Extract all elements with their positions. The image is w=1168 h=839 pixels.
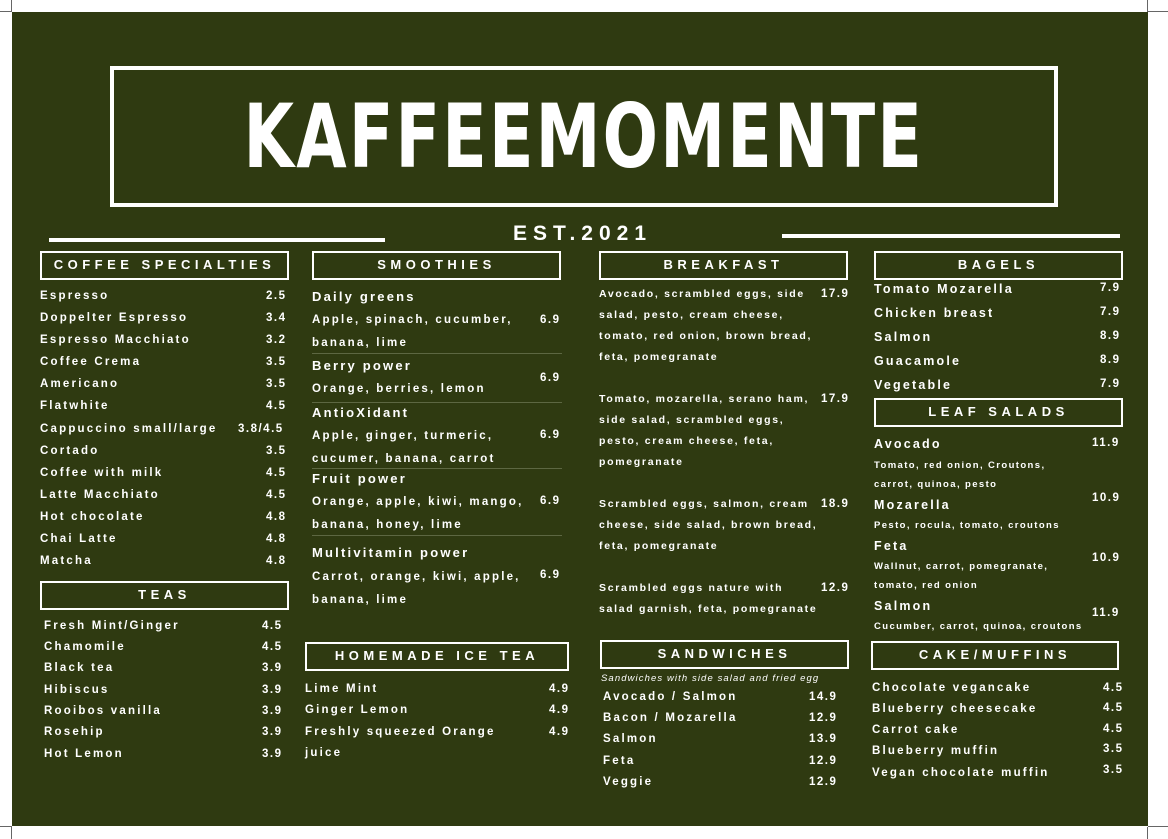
smoothie-name: Fruit power bbox=[312, 471, 407, 486]
smoothie-name: Multivitamin power bbox=[312, 545, 470, 560]
tea-price: 3.9 bbox=[262, 726, 283, 738]
tea-item: Hot Lemon bbox=[44, 748, 124, 760]
divider-right bbox=[782, 234, 1120, 238]
coffee-price: 3.2 bbox=[266, 334, 287, 346]
smoothies-heading: SMOOTHIES bbox=[312, 251, 561, 280]
tea-price: 4.5 bbox=[262, 620, 283, 632]
coffee-item: Hot chocolate bbox=[40, 511, 145, 523]
crop-mark bbox=[1148, 11, 1168, 12]
title-frame bbox=[110, 66, 1058, 207]
bagel-price: 7.9 bbox=[1100, 378, 1121, 390]
icetea-heading: HOMEMADE ICE TEA bbox=[305, 642, 569, 671]
coffee-price: 4.5 bbox=[266, 489, 287, 501]
tea-item: Rosehip bbox=[44, 726, 105, 738]
icetea-item: Freshly squeezed Orange bbox=[305, 726, 496, 738]
smoothie-desc: banana, honey, lime bbox=[312, 519, 463, 531]
breakfast-price: 17.9 bbox=[821, 288, 850, 300]
coffee-heading: COFFEE SPECIALTIES bbox=[40, 251, 289, 280]
coffee-price: 4.5 bbox=[266, 467, 287, 479]
tea-price: 4.5 bbox=[262, 641, 283, 653]
coffee-item: Americano bbox=[40, 378, 120, 390]
tea-price: 3.9 bbox=[262, 705, 283, 717]
salad-price: 10.9 bbox=[1092, 552, 1121, 564]
sandwich-item: Feta bbox=[603, 755, 636, 767]
bagel-price: 7.9 bbox=[1100, 282, 1121, 294]
crop-mark bbox=[1148, 826, 1168, 827]
page-title: KAFFEEMOMENTE bbox=[243, 85, 925, 188]
salad-desc: tomato, red onion bbox=[874, 580, 979, 591]
salads-heading: LEAF SALADS bbox=[874, 398, 1123, 427]
breakfast-desc: cheese, side salad, brown bread, bbox=[599, 519, 818, 531]
bagel-item: Guacamole bbox=[874, 354, 962, 368]
smoothie-desc: Orange, apple, kiwi, mango, bbox=[312, 496, 524, 508]
crop-mark bbox=[1147, 0, 1148, 12]
cake-price: 3.5 bbox=[1103, 743, 1124, 755]
salad-price: 11.9 bbox=[1092, 437, 1120, 449]
smoothie-desc: Apple, ginger, turmeric, bbox=[312, 430, 494, 442]
coffee-price: 3.8/4.5 bbox=[238, 423, 284, 435]
breakfast-price: 17.9 bbox=[821, 393, 850, 405]
coffee-price: 4.8 bbox=[266, 533, 287, 545]
breakfast-price: 12.9 bbox=[821, 582, 850, 594]
coffee-item: Cortado bbox=[40, 445, 100, 457]
tea-item: Fresh Mint/Ginger bbox=[44, 620, 180, 632]
salad-desc: Pesto, rocula, tomato, croutons bbox=[874, 520, 1060, 531]
tea-item: Black tea bbox=[44, 662, 115, 674]
smoothie-name: Berry power bbox=[312, 358, 413, 373]
breakfast-desc: side salad, scrambled eggs, bbox=[599, 414, 785, 426]
icetea-price: 4.9 bbox=[549, 726, 570, 738]
tea-price: 3.9 bbox=[262, 662, 283, 674]
salad-desc: carrot, quinoa, pesto bbox=[874, 479, 998, 490]
bagel-item: Chicken breast bbox=[874, 306, 995, 320]
smoothie-price: 6.9 bbox=[540, 429, 561, 441]
cake-price: 3.5 bbox=[1103, 764, 1124, 776]
tea-item: Rooibos vanilla bbox=[44, 705, 162, 717]
tea-price: 3.9 bbox=[262, 748, 283, 760]
coffee-price: 3.5 bbox=[266, 445, 287, 457]
salad-price: 10.9 bbox=[1092, 492, 1121, 504]
coffee-price: 3.5 bbox=[266, 356, 287, 368]
divider-left bbox=[49, 238, 385, 242]
smoothie-name: Daily greens bbox=[312, 289, 416, 304]
coffee-item: Flatwhite bbox=[40, 400, 110, 412]
salad-desc: Wallnut, carrot, pomegranate, bbox=[874, 561, 1049, 572]
breakfast-price: 18.9 bbox=[821, 498, 850, 510]
coffee-price: 3.5 bbox=[266, 378, 287, 390]
sandwich-price: 12.9 bbox=[809, 712, 838, 724]
smoothie-divider bbox=[312, 353, 562, 354]
salad-name: Avocado bbox=[874, 437, 942, 451]
cake-item: Chocolate vegancake bbox=[872, 682, 1032, 694]
sandwich-item: Salmon bbox=[603, 733, 658, 745]
bagel-price: 8.9 bbox=[1100, 354, 1121, 366]
cake-item: Blueberry cheesecake bbox=[872, 703, 1038, 715]
crop-mark bbox=[1147, 827, 1148, 839]
bagel-item: Salmon bbox=[874, 330, 933, 344]
bagel-price: 7.9 bbox=[1100, 306, 1121, 318]
smoothie-divider bbox=[312, 535, 562, 536]
smoothie-price: 6.9 bbox=[540, 314, 561, 326]
coffee-item: Chai Latte bbox=[40, 533, 118, 545]
smoothie-price: 6.9 bbox=[540, 569, 561, 581]
smoothie-desc: banana, lime bbox=[312, 594, 409, 606]
breakfast-desc: tomato, red onion, brown bread, bbox=[599, 330, 813, 342]
breakfast-desc: salad, pesto, cream cheese, bbox=[599, 309, 784, 321]
coffee-item: Matcha bbox=[40, 555, 93, 567]
breakfast-desc: Tomato, mozarella, serano ham, bbox=[599, 393, 810, 405]
bagel-price: 8.9 bbox=[1100, 330, 1121, 342]
smoothie-desc: cucumer, banana, carrot bbox=[312, 453, 496, 465]
tea-price: 3.9 bbox=[262, 684, 283, 696]
smoothie-divider bbox=[312, 402, 562, 403]
sandwich-price: 12.9 bbox=[809, 755, 838, 767]
crop-mark bbox=[11, 827, 12, 839]
salad-price: 11.9 bbox=[1092, 607, 1120, 619]
icetea-item: juice bbox=[305, 747, 343, 759]
sandwiches-heading: SANDWICHES bbox=[600, 640, 849, 669]
breakfast-desc: Scrambled eggs nature with bbox=[599, 582, 784, 594]
icetea-price: 4.9 bbox=[549, 683, 570, 695]
coffee-price: 4.8 bbox=[266, 511, 287, 523]
breakfast-desc: pomegranate bbox=[599, 456, 684, 468]
sandwich-price: 14.9 bbox=[809, 691, 838, 703]
crop-mark bbox=[11, 0, 12, 12]
tea-item: Chamomile bbox=[44, 641, 126, 653]
coffee-item: Coffee with milk bbox=[40, 467, 164, 479]
sandwich-item: Avocado / Salmon bbox=[603, 691, 738, 703]
smoothie-divider bbox=[312, 468, 562, 469]
bagel-item: Tomato Mozarella bbox=[874, 282, 1014, 296]
cake-price: 4.5 bbox=[1103, 702, 1124, 714]
cakes-heading: CAKE/MUFFINS bbox=[871, 641, 1119, 670]
icetea-price: 4.9 bbox=[549, 704, 570, 716]
cake-price: 4.5 bbox=[1103, 723, 1124, 735]
icetea-item: Ginger Lemon bbox=[305, 704, 410, 716]
smoothie-name: AntioXidant bbox=[312, 405, 410, 420]
coffee-price: 4.8 bbox=[266, 555, 287, 567]
coffee-item: Latte Macchiato bbox=[40, 489, 160, 501]
sandwich-item: Veggie bbox=[603, 776, 654, 788]
coffee-price: 2.5 bbox=[266, 290, 287, 302]
bagels-heading: BAGELS bbox=[874, 251, 1123, 280]
coffee-item: Cappuccino small/large bbox=[40, 423, 218, 435]
salad-name: Salmon bbox=[874, 599, 933, 613]
breakfast-desc: salad garnish, feta, pomegranate bbox=[599, 603, 818, 615]
breakfast-heading: BREAKFAST bbox=[599, 251, 848, 280]
coffee-item: Doppelter Espresso bbox=[40, 312, 189, 324]
coffee-item: Coffee Crema bbox=[40, 356, 142, 368]
breakfast-desc: Avocado, scrambled eggs, side bbox=[599, 288, 805, 300]
smoothie-desc: banana, lime bbox=[312, 337, 409, 349]
smoothie-desc: Apple, spinach, cucumber, bbox=[312, 314, 513, 326]
smoothie-desc: Carrot, orange, kiwi, apple, bbox=[312, 571, 521, 583]
coffee-item: Espresso bbox=[40, 290, 110, 302]
smoothie-price: 6.9 bbox=[540, 495, 561, 507]
sandwiches-note: Sandwiches with side salad and fried egg bbox=[601, 673, 820, 684]
sandwich-price: 13.9 bbox=[809, 733, 838, 745]
icetea-item: Lime Mint bbox=[305, 683, 379, 695]
breakfast-desc: feta, pomegranate bbox=[599, 540, 719, 552]
sandwich-item: Bacon / Mozarella bbox=[603, 712, 738, 724]
cake-item: Carrot cake bbox=[872, 724, 960, 736]
coffee-price: 4.5 bbox=[266, 400, 287, 412]
salad-desc: Tomato, red onion, Croutons, bbox=[874, 460, 1046, 471]
tea-item: Hibiscus bbox=[44, 684, 110, 696]
cake-item: Vegan chocolate muffin bbox=[872, 767, 1050, 779]
smoothie-desc: Orange, berries, lemon bbox=[312, 383, 486, 395]
cake-item: Blueberry muffin bbox=[872, 745, 1000, 757]
salad-desc: Cucumber, carrot, quinoa, croutons bbox=[874, 621, 1083, 632]
cake-price: 4.5 bbox=[1103, 682, 1124, 694]
salad-name: Mozarella bbox=[874, 498, 951, 512]
coffee-item: Espresso Macchiato bbox=[40, 334, 191, 346]
teas-heading: TEAS bbox=[40, 581, 289, 610]
breakfast-desc: pesto, cream cheese, feta, bbox=[599, 435, 774, 447]
salad-name: Feta bbox=[874, 539, 909, 553]
established-label: EST.2021 bbox=[512, 222, 653, 245]
smoothie-price: 6.9 bbox=[540, 372, 561, 384]
coffee-price: 3.4 bbox=[266, 312, 287, 324]
sandwich-price: 12.9 bbox=[809, 776, 838, 788]
bagel-item: Vegetable bbox=[874, 378, 953, 392]
breakfast-desc: Scrambled eggs, salmon, cream bbox=[599, 498, 809, 510]
breakfast-desc: feta, pomegranate bbox=[599, 351, 719, 363]
